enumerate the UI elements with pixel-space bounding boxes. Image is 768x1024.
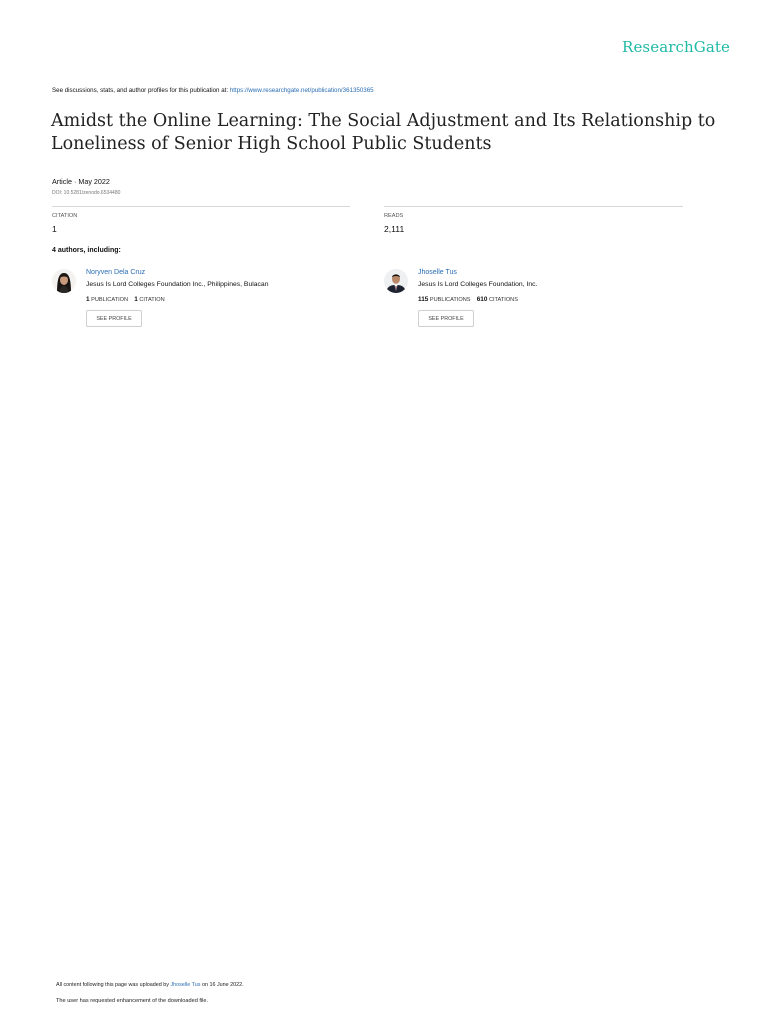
author-card [384,269,684,329]
author-card [52,269,352,329]
citation-label: CITATION [52,213,78,219]
author-affiliation: Jesus Is Lord Colleges Foundation, Inc. [418,281,538,288]
see-profile-button[interactable]: SEE PROFILE [86,310,142,327]
publication-url-link[interactable]: https://www.researchgate.net/publication/361350365 [229,87,374,94]
citations-label: CITATIONS [488,297,518,303]
author-avatar[interactable] [52,269,76,293]
author-name-link[interactable]: Noryven Dela Cruz [86,269,146,276]
author-counts [86,296,165,303]
intro-text: See discussions, stats, and author profiles for this publication at: [52,87,229,94]
page-title: Amidst the Online Learning: The Social Adjustment and Its Relationship to Loneliness of Senior High School Public Students [51,111,716,154]
avatar-photo-icon [384,269,408,293]
researchgate-logo[interactable]: ResearchGate [622,38,730,56]
uploader-link[interactable]: Jhoselle Tus [170,982,201,988]
author-affiliation: Jesus Is Lord Colleges Foundation Inc., Philippines, Bulacan [86,281,269,288]
publications-label: PUBLICATION [91,297,129,303]
enhancement-note: The user has requested enhancement of the downloaded file. [56,998,209,1004]
citations-label: CITATION [139,297,165,303]
citations-count: 610 [476,296,488,303]
author-avatar[interactable] [384,269,408,293]
upload-note [56,982,244,988]
citations-count: 1 [134,296,138,303]
citation-value: 1 [52,224,57,234]
publications-label: PUBLICATIONS [429,297,471,303]
publication-link-line [52,87,374,94]
upload-suffix: on 16 June 2022. [201,982,244,988]
author-name-link[interactable]: Jhoselle Tus [418,269,457,276]
reads-value: 2,111 [384,224,405,234]
doi-text: DOI: 10.5281/zenodo.6534480 [52,190,121,196]
publications-count: 115 [418,296,429,303]
author-counts [418,296,518,303]
upload-prefix: All content following this page was uploaded by [56,982,169,988]
reads-label: READS [384,213,404,219]
article-type-date: Article · May 2022 [52,177,110,186]
publications-count: 1 [86,296,90,303]
see-profile-button[interactable]: SEE PROFILE [418,310,474,327]
authors-heading: 4 authors, including: [52,247,121,254]
divider-left [52,206,350,207]
avatar-photo-icon [52,269,76,293]
divider-right [384,206,683,207]
